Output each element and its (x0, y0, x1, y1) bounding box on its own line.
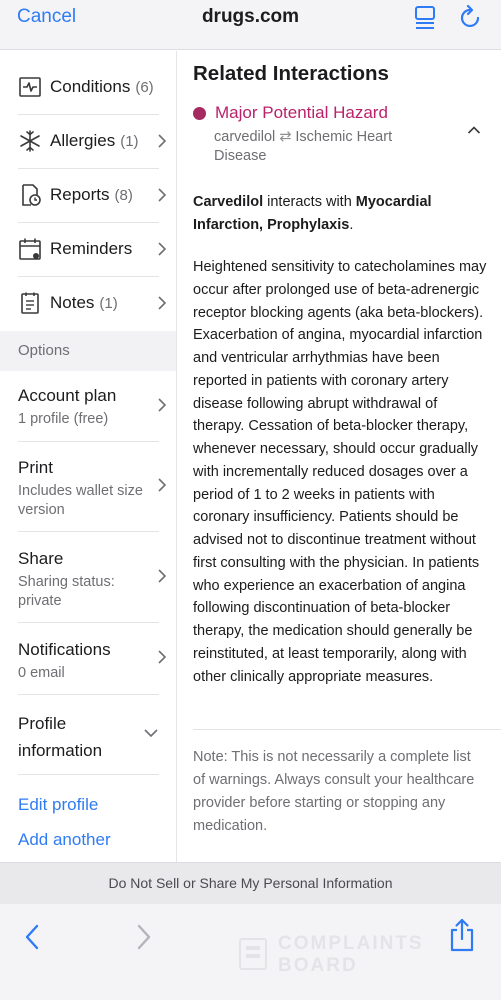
notes-icon (18, 291, 42, 315)
privacy-link[interactable]: Do Not Sell or Share My Personal Information (108, 875, 393, 891)
chevron-right-icon (157, 568, 167, 584)
watermark (238, 929, 458, 979)
site-title: drugs.com (201, 6, 300, 27)
chevron-right-icon (157, 241, 167, 257)
divider (18, 694, 159, 695)
sidebar-item-label: Reports (50, 185, 110, 204)
cancel-button[interactable]: Cancel (17, 6, 77, 27)
chevron-right-icon (157, 133, 167, 149)
chevron-down-icon[interactable] (143, 728, 159, 738)
sidebar-item-count: (6) (135, 78, 154, 96)
sidebar-item-label: Notes (50, 293, 95, 312)
sidebar-item-conditions[interactable] (18, 60, 159, 114)
option-notifications[interactable] (18, 639, 159, 683)
option-print[interactable] (18, 457, 159, 520)
swap-arrows-icon: ⇄ (279, 129, 292, 145)
option-profile-information[interactable] (18, 710, 138, 764)
chevron-up-icon[interactable] (467, 125, 481, 135)
sidebar-item-reports[interactable] (18, 168, 159, 222)
add-another-link[interactable]: Add another (18, 830, 111, 849)
divider (18, 622, 159, 623)
chevron-right-icon (157, 187, 167, 203)
options-section-header (0, 331, 176, 371)
divider (18, 441, 159, 442)
privacy-bar (0, 862, 501, 904)
watermark-logo-icon (238, 937, 268, 971)
sidebar-item-allergies[interactable] (18, 114, 159, 168)
reload-icon[interactable] (457, 5, 483, 31)
option-title: Print (18, 458, 53, 477)
option-subtitle: Includes wallet size version (18, 483, 143, 518)
severity-dot (193, 107, 206, 120)
option-title: Account plan (18, 386, 117, 405)
options-heading: Options (18, 342, 70, 359)
severity-label[interactable]: Major Potential Hazard (215, 103, 388, 122)
interaction-summary (193, 191, 490, 237)
option-subtitle: 1 profile (free) (18, 411, 109, 427)
sidebar-item-notes[interactable] (18, 276, 159, 330)
interaction-description: Heightened sensitivity to catecholamines may occur after prolonged use of beta-adrenergic receptor blocking agents (aka beta-blockers). Exacerbation of angina, myocardial infarction and ventricular arrhythmias have been reported in patients with coronary artery disease following abrupt withdrawal of therapy. Cessation of beta-blocker therapy, whenever necessary, should occur gradually with incrementally reduced dosages over a period of 1 to 2 weeks in patients with coronary insufficiency. Patients should be advised not to discontinue treatment without first consulting with the physician. In patients who experience an exacerbation of angina following discontinuation of beta-blocker therapy, the medication should generally be reinstituted, at least temporarily, along with other clinically appropriate measures. (193, 259, 487, 685)
condition-name: Ischemic Heart Disease (214, 129, 393, 164)
sidebar-item-label: Reminders (50, 239, 133, 258)
option-share[interactable] (18, 548, 159, 611)
forward-arrow-icon[interactable] (136, 923, 152, 951)
option-title: Notifications (18, 640, 111, 659)
option-title: Profile information (18, 714, 103, 760)
option-subtitle: 0 email (18, 665, 65, 681)
divider (18, 774, 159, 775)
watermark-text: COMPLAINTS BOARD (278, 933, 424, 976)
intro-middle: interacts with (263, 194, 356, 210)
sidebar-item-count: (8) (114, 186, 133, 204)
browser-top-bar (0, 0, 501, 50)
chevron-right-icon (157, 295, 167, 311)
page-title: Related Interactions (193, 62, 389, 85)
sidebar-item-reminders[interactable] (18, 222, 159, 276)
interaction-pair (214, 128, 444, 166)
sidebar-item-count: (1) (120, 132, 139, 150)
divider (193, 729, 501, 730)
sidebar-item-label: Conditions (50, 77, 131, 96)
report-clock-icon (18, 183, 42, 207)
option-subtitle: Sharing status: private (18, 574, 115, 609)
option-account-plan[interactable] (18, 385, 159, 429)
sidebar-item-count: (1) (99, 294, 118, 312)
chevron-right-icon (157, 477, 167, 493)
option-title: Share (18, 549, 64, 568)
intro-condition: Myocardial Infarction, Prophylaxis (193, 194, 432, 233)
calendar-icon (18, 237, 42, 261)
disclaimer-note: Note: This is not necessarily a complete list of warnings. Always consult your healthcare provider before starting or stopping any medication. (193, 749, 475, 834)
sidebar-item-label: Allergies (50, 131, 116, 150)
back-arrow-icon[interactable] (24, 923, 40, 951)
edit-profile-link[interactable]: Edit profile (18, 795, 99, 814)
chevron-right-icon (157, 397, 167, 413)
snowflake-icon (18, 129, 42, 153)
intro-drug: Carvedilol (193, 194, 264, 210)
drug-name: carvedilol (214, 129, 276, 145)
reader-view-icon[interactable] (413, 5, 437, 31)
share-icon[interactable] (449, 918, 475, 952)
sidebar (0, 51, 177, 862)
chevron-right-icon (157, 649, 167, 665)
divider (18, 531, 159, 532)
browser-toolbar (0, 904, 501, 1000)
pulse-icon (18, 75, 42, 99)
intro-end: . (349, 217, 354, 233)
